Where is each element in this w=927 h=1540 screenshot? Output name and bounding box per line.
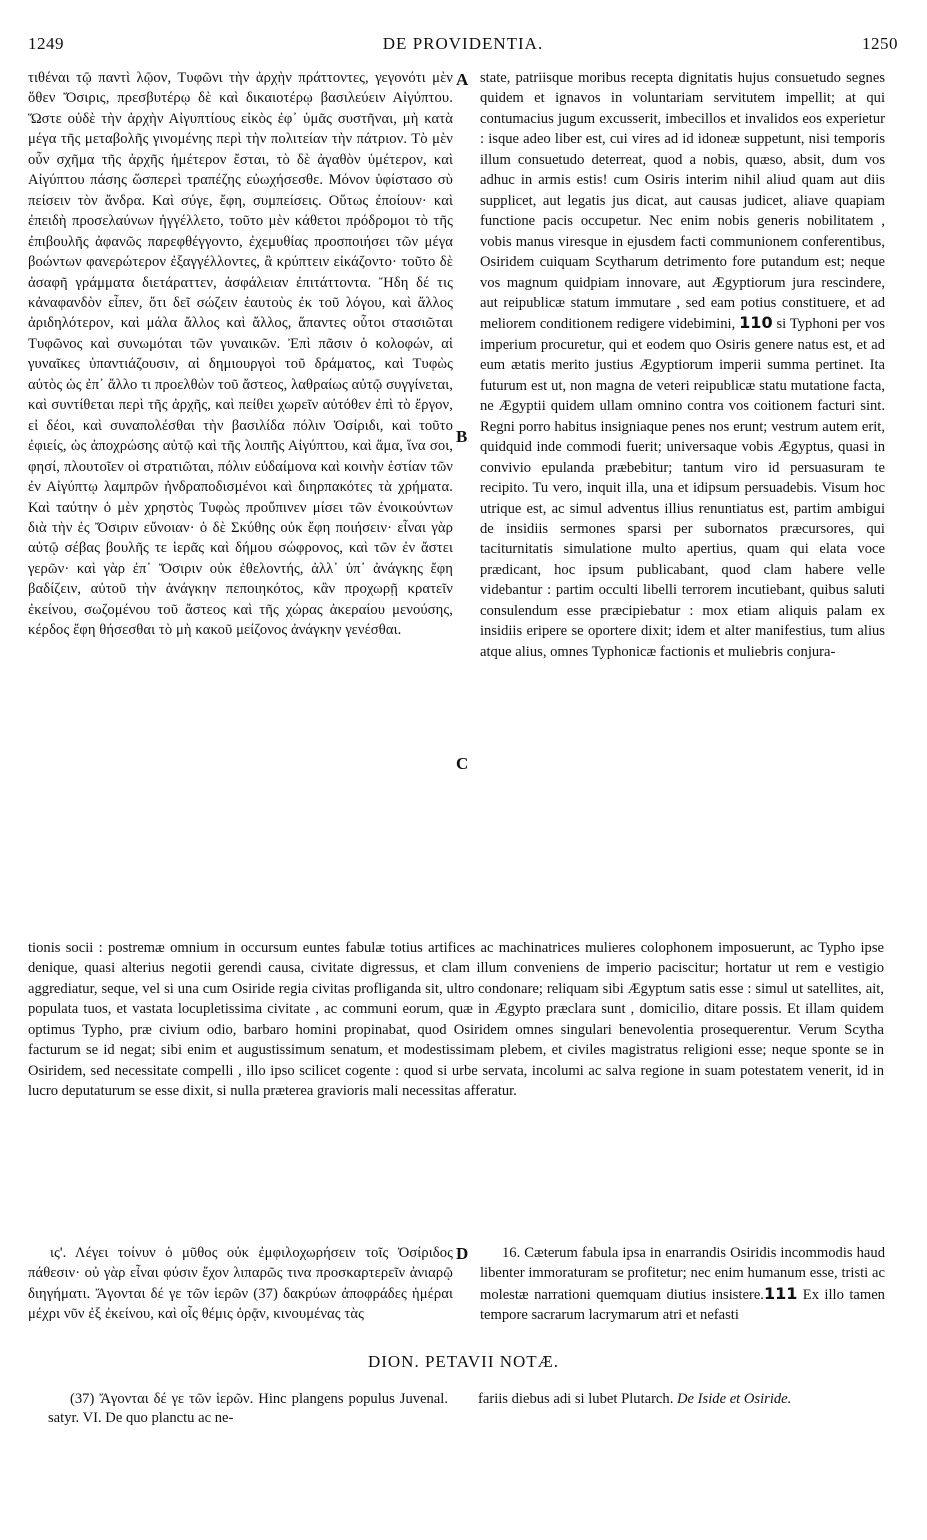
latin-text-2a: 16. Cæterum fabula ipsa in enarrandis Osiridis incommodis haud libenter immoraturam se profitetur; nec enim humanum esse, tristi ac molestæ narrationi quemquam diutius insistere. — [480, 1245, 885, 1303]
latin-paragraph-2 — [480, 1243, 885, 1326]
footnote-left — [48, 1390, 448, 1428]
section-marker-d: D — [456, 1244, 469, 1263]
page-number-left: 1249 — [28, 34, 64, 53]
page-header — [28, 34, 898, 58]
column-number-110: 110 — [739, 313, 773, 333]
page-number-right: 1250 — [862, 34, 898, 53]
column-number-111: 111 — [763, 1283, 798, 1303]
greek-paragraph-1: τιθέναι τῷ παντὶ λῷον, Τυφῶνι τὴν ἀρχὴν πράττοντες, γεγονότι μὲν ὅθεν Ὄσιρις, πρεσβυτέρῳ δὲ καὶ δικαιοτέρῳ βασιλεύειν Αἰγύπτου. Ὥστε οὐδὲ τὴν ἀρχὴν Αἰγυπτίους εἰκὸς ἐφ᾽ ὑμᾶς συστῆναι, μὴ κατὰ μέγα τῆς μεταβολῆς γινομένης περὶ τὴν πολιτείαν τὴν πάτριον. Τὸ μὲν οὖν σχῆμα τῆς ἀρχῆς ἡμέτερον ἔσται, τὸ δὲ ἀγαθὸν ὑμέτερον, καὶ Αἰγύπτου πάσης ὥσπερεὶ τραπέζης εὐωχήσεσθε. Μόνον ὑφίστασο σὺ πείσειν τὸν ἄνδρα. Καὶ σύγε, ἔφη, συμπείσεις. Οὕτως ἐποίουν· καὶ ἐπειδὴ προσελαύνων ἠγγέλλετο, τοῦτο μὲν κάθετοι πρόδρομοι τὸ τῆς ἐπιβουλῆς ἀφανῶς παρεφθέγγοντο, ἐχεμυθίας προσποιήσει τῶν μέγα βοώντων φανερώτερον ἐξαγγέλλοντες, ἃ κρύπτειν εἰκάζοντο· τοῦτο δὲ ἀσαφῆ γράμματα διετάραττεν, ἀσφάλειαν ἐπιτάττοντα. Ἤδη δέ τις κἀναφανδὸν εἶπεν, ὅτι δεῖ σώζειν ἑαυτοὺς ἐκ τοῦ λόγου, καὶ ἄλλος ἀριδηλότερον, καὶ μάλα ἄλλος καὶ ἄλλος, ἅπαντες οὗτοι στασιῶται Τυφῶνος καὶ συνωμόται τῶν γυναικῶν. Ἐπὶ πᾶσιν ὁ κολοφών, αἱ γυναῖκες ὑπαντιάζουσιν, αἱ δημιουργοὶ τοῦ δράματος, καὶ Τυφὼς αὐτὸς ὡς ἐπ᾽ ἄλλο τι προελθὼν τοῦ ἄστεος, λαθραίως αὐτῷ συγγίνεται, καὶ συντίθεται περὶ τῆς ἀρχῆς, καὶ πείθει χωρεῖν αὐτόθεν ἐπὶ τὸ ἔργον, εἰ δέοι, καὶ συναπολέσθαι τὴν βασιλίδα πόλιν Ὀσίριδι, καὶ τοῦτο ἐφιείς, ὡς ἀποχρώσης αὐτῷ καὶ τῆς λοιπῆς Αἰγύπτου, καὶ ἅμα, ἵνα σοι, φησί, πλουτοῖεν οἱ στρατιῶται, πόλιν εὐδαίμονα καὶ κοινὴν ἑστίαν τῶν ἐν Αἰγύπτῳ λαμπρῶν ἠνδραποδισμένοι καὶ διηρπακότες τὰ χρήματα. Καὶ ταύτην ὁ μὲν χρηστὸς Τυφὼς προὔπινεν μίσει τῶν ἐνοικούντων διὰ τὴν ἐς Ὄσιριν εὔνοιαν· ὁ δὲ Σκύθης οὐκ ἔφη ποιήσειν· εἶναι γὰρ αὐτῷ σέβας βουλῆς τε ἱερᾶς καὶ δήμου σώφρονος, καὶ τῶν ἐν ἄστει γερῶν· καὶ γὰρ ἐπ᾽ Ὄσιριν οὐκ ἐθελοντής, ἀλλ᾽ ὑπ᾽ ἀνάγκης ἔφη βαδίζειν, αὐτοῦ τὴν ἀνάγκην πεποιηκότος, κἂν προχωρῇ κρατεῖν ἐκείνου, σωζομένου τοῦ ἄστεος καὶ τῆς χώρας ἀκεραίου μενούσης, κέρδος ἔφη θήσεσθαι τὸ μὴ κακοῦ μείζονος ἀνάγκην γενέσθαι. — [28, 70, 453, 639]
notes-heading: DION. PETAVII NOTÆ. — [367, 1352, 560, 1371]
latin-column-top — [480, 68, 885, 662]
running-title: DE PROVIDENTIA. — [382, 34, 544, 53]
latin-fullwidth-block — [28, 938, 884, 1102]
greek-column-top — [28, 68, 453, 641]
latin-paragraph-1 — [480, 68, 885, 662]
latin-column-bottom — [480, 1243, 885, 1326]
greek-column-bottom — [28, 1243, 453, 1325]
footnote-right — [478, 1390, 888, 1409]
latin-paragraph-full: tionis socii : postremæ omnium in occursum euntes fabulæ totius artifices ac machinatrices mulieres colophonem imposuerunt, ac Typho ipse denique, quasi alterius negotii gerendi causa, civitate digressus, et clam illum conveniens de imperio paciscitur; hortatur ut rem e vestigio aggrediatur, seque, vel si una cum Osiride regia civitas profliganda sit, ultro condonare; reliquam sibi Ægyptum satis esse : simul ut satellites, ait, populata tuos, et vastata locupletissima civitate , ac communi eorum, quæ in Ægypto præclara sunt , domicilio, ditare possis. Et illam quidem optimus Typho, præ civium odio, barbaro homini propinabat, quod Osiridem omnes singulari benevolentia prosequerentur. Verum Scytha facturum se id negat; sibi enim et augustissimum senatum, et modestissimam plebem, et civiles magistratus religioni esse; neque sponte se in Osiridem, sed necessitate compelli , illo ipso scilicet cogente : quod si urbe servata, incolumi ac salva regione in suam potestatem venerit, id in lucro deputaturum se esse dixit, si nulla præterea gravioris mali necessitas afferatur. — [28, 940, 884, 1100]
footnote-37: (37) Ἄγονται δέ γε τῶν ἱερῶν. Hinc plangens populus Juvenal. satyr. VI. De quo planctu ac ne- — [48, 1391, 448, 1426]
footnote-text: fariis diebus adi si lubet Plutarch. — [478, 1391, 674, 1407]
section-marker-c: C — [456, 754, 469, 773]
footnote-work-title: De Iside et Osiride. — [677, 1391, 792, 1407]
latin-text-1a: state, patriisque moribus recepta dignitatis hujus consuetudo segnes quidem et ignavos in voluntariam servitutem impellit; at qui contumacius jugum excusserit, imbecillos et invalidos eos experietur : isque adeo liber est, cui vires ad id idoneæ suppetunt, nisi temporis illum consuetudo deterreat, quod a nobis, quæso, absit, dum vos adhuc in armis estis! cum Osiris interim nihil aliud quam aut diis supplicet, aut legatis jus dicat, aut causas judicet, aliave quapiam functione pacis occupetur. Nec enim nobis generis nobilitatem , vobis manus viresque in ejusdem facti communionem conferentibus, Osiridem cuiquam Scytharum detrimento fore putandum est; neque vos magnum quidpiam innovare, aut Ægyptiorum jura rescindere, aut reipublicæ statum immutare , sed eam potius constituere, et ad meliorem conditionem redigere videbimini, — [480, 70, 885, 333]
footnote-37-cont — [478, 1390, 888, 1409]
latin-text-2b: Ex illo tamen tempore sacrarum lacrymarum atri et nefasti — [480, 1286, 885, 1324]
section-marker-b: B — [456, 427, 468, 446]
greek-paragraph-2: ις'. Λέγει τοίνυν ὁ μῦθος οὐκ ἐμφιλοχωρήσειν τοῖς Ὀσίριδος πάθεσιν· οὐ γὰρ εἶναι φύσιν ἔχον λιπαρῶς τινα προσκαρτερεῖν ἀνιαρῷ διηγήματι. Ἄγονται δέ γε τῶν ἱερῶν (37) δακρύων ἀποφράδες ἡμέραι μέχρι νῦν ἐξ ἐκείνου, καὶ οἷς θέμις ὁρᾷν, κινουμένας τὰς — [28, 1245, 453, 1323]
latin-text-1b: si Typhoni per vos imperium procuretur, qui et eodem quo Osiris genere natus est, et ad eum ætatis merito justius Ægyptiorum imperii summa pertinet. Ita futurum est ut, non magna de veteri reipublicæ statu mutatione facta, ne Ægyptii quidem ullam omnino contra vos coitionem facturi sint. Regni porro habitus insigniaque penes nos erunt; vestrum autem erit, quidquid inde commodi fuerit; universaque vobis Ægyptus, quasi in convivio epulanda præbebitur; tantum viro id persuasuram te recipito. Tu vero, inquit illa, una et idipsum persuadebis. Visum hoc utrique est, ac simul adventus illius renuntiatus est, partim ambigui de insidiis sermones sparsi per subornatos præcursores, qui taciturnitatis simulatione multo apertius, quam qui elata voce prædicant, hoc ipsum publicabant, quod clam habere velle videbantur : partim occulti libelli terrorem incutiebant, quibus saluti consulendum esse præcipiebatur : mox etiam aliquis palam ex insidiis eripere se oportere dixit; idem et alter manifestius, tum alius atque alius, omnes Typhonicæ factionis et muliebris conjura- — [480, 316, 885, 660]
section-marker-a: A — [456, 70, 469, 89]
